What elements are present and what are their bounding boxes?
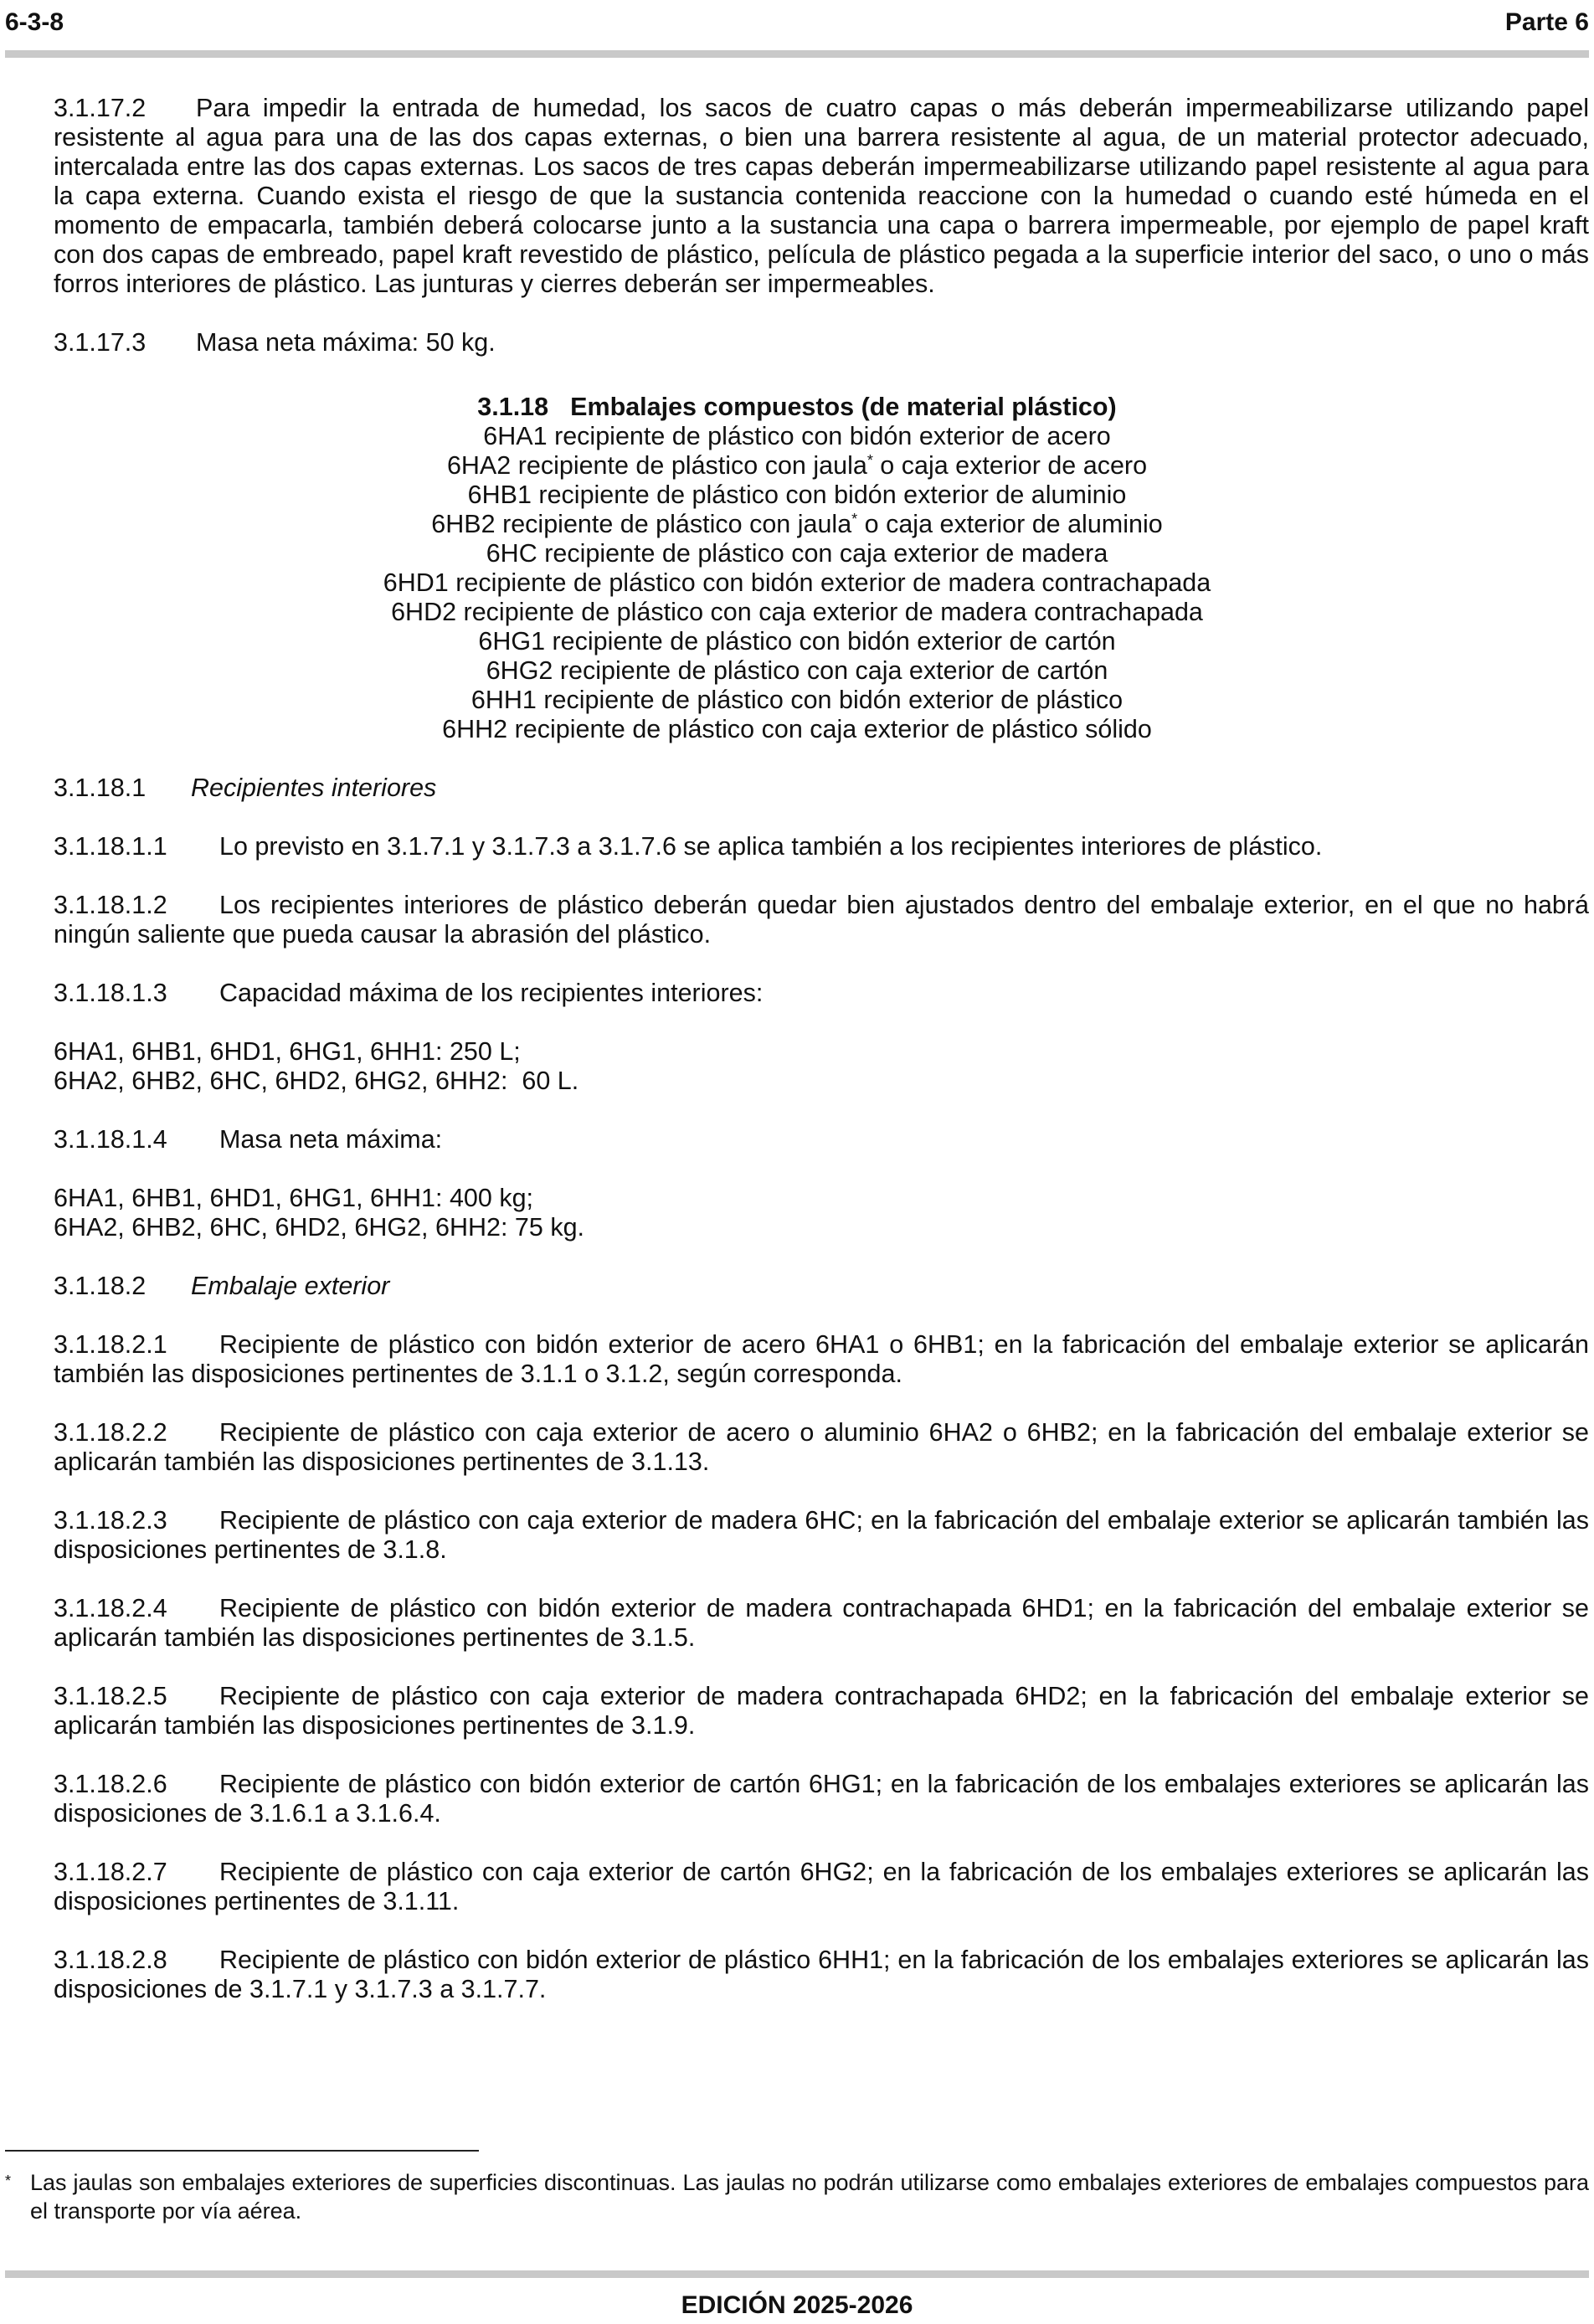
part-label: Parte 6: [1504, 8, 1589, 36]
heading-3-1-18-2: [5, 1272, 1589, 1301]
paragraph-3-1-17-2: [5, 94, 1589, 299]
paragraph-text: Recipiente de plástico con caja exterior de madera contrachapada 6HD2; en la fabricación del embalaje exterior se aplicarán también las disposiciones pertinentes de 3.1.9.: [54, 1682, 1589, 1740]
paragraph-text: Los recipientes interiores de plástico deberán quedar bien ajustados dentro del embalaje exterior, en el que no habrá ningún saliente que pueda causar la abrasión del plástico.: [54, 891, 1589, 949]
paragraph-3-1-18-1-1: [5, 832, 1589, 861]
paragraph-text: Recipiente de plástico con bidón exterior de acero 6HA1 o 6HB1; en la fabricación del embalaje exterior se aplicarán también las disposiciones pertinentes de 3.1.1 o 3.1.2, según corresponda.: [54, 1330, 1589, 1388]
code-line-text: o caja exterior de acero: [872, 451, 1148, 480]
code-line-text: 6HH1 recipiente de plástico con bidón exterior de plástico: [470, 686, 1124, 714]
heading-3-1-18-1: [5, 774, 1589, 803]
code-line-text: 6HB2 recipiente de plástico con jaula: [431, 510, 852, 538]
capacity-line: 6HA1, 6HB1, 6HD1, 6HG1, 6HH1: 250 L;: [54, 1037, 521, 1066]
code-line-text: 6HG2 recipiente de plástico con caja exterior de cartón: [486, 656, 1108, 685]
packaging-code-line: [5, 686, 1589, 715]
page-number: 6-3-8: [5, 8, 64, 36]
paragraph-text: Recipiente de plástico con caja exterior de madera 6HC; en la fabricación del embalaje exterior se aplicarán también las disposiciones pertinentes de 3.1.8.: [54, 1506, 1589, 1564]
code-line-text: 6HB1 recipiente de plástico con bidón exterior de aluminio: [467, 481, 1127, 509]
paragraph-number: 3.1.18.2: [54, 1272, 147, 1300]
header-rule: [5, 50, 1589, 58]
section-title-text: Embalajes compuestos (de material plástico): [570, 393, 1117, 421]
code-line-text: 6HD1 recipiente de plástico con bidón exterior de madera contrachapada: [383, 568, 1211, 597]
paragraph-number: 3.1.18.2.5: [54, 1682, 167, 1710]
code-line-text: 6HA1 recipiente de plástico con bidón exterior de acero: [483, 422, 1111, 450]
mass-line: 6HA1, 6HB1, 6HD1, 6HG1, 6HH1: 400 kg;: [54, 1184, 534, 1212]
paragraph-3-1-18-1-3: [5, 979, 1589, 1008]
paragraph-text: Recipiente de plástico con bidón exterior de madera contrachapada 6HD1; en la fabricación del embalaje exterior se aplicarán también las disposiciones pertinentes de 3.1.5.: [54, 1594, 1589, 1652]
packaging-code-line: [5, 627, 1589, 656]
code-line-text: o caja exterior de aluminio: [857, 510, 1163, 538]
packaging-code-line: [5, 598, 1589, 627]
paragraph-number: 3.1.18.2.8: [54, 1946, 167, 1974]
packaging-code-line: [5, 481, 1589, 510]
paragraph-number: 3.1.18.2.3: [54, 1506, 167, 1535]
packaging-code-line: [5, 715, 1589, 744]
section-number: 3.1.18: [477, 393, 549, 421]
paragraph-number: 3.1.18.1: [54, 774, 147, 802]
paragraph-number: 3.1.18.2.1: [54, 1330, 167, 1359]
paragraph-text: Masa neta máxima: 50 kg.: [196, 328, 496, 357]
footnote: [5, 2168, 1589, 2225]
paragraph-number: 3.1.17.2: [54, 94, 147, 122]
paragraph-number: 3.1.18.1.2: [54, 891, 167, 919]
paragraph-number: 3.1.18.1.3: [54, 979, 167, 1007]
document-body: [5, 94, 1589, 2004]
paragraph-number: 3.1.18.1.4: [54, 1125, 167, 1154]
paragraph-number: 3.1.18.2.2: [54, 1418, 167, 1447]
paragraph-text: Recipiente de plástico con bidón exterior de cartón 6HG1; en la fabricación de los embalajes exteriores se aplicarán las disposiciones de 3.1.6.1 a 3.1.6.4.: [54, 1770, 1589, 1828]
footnote-marker: *: [5, 2172, 12, 2189]
paragraph-number: 3.1.18.1.1: [54, 832, 167, 861]
paragraph-number: 3.1.17.3: [54, 328, 147, 357]
paragraph-text: Para impedir la entrada de humedad, los sacos de cuatro capas o más deberán impermeabilizarse utilizando papel resistente al agua para una de las dos capas externas, o bien una barrera resistente al agua, de un material protector adecuado, intercalada entre las dos capas externas. Los sacos de tres capas deberán impermeabilizarse utilizando papel resistente al agua para la capa externa. Cuando exista el riesgo de que la sustancia contenida reaccione con la humedad o cuando esté húmeda en el momento de empacarla, también deberá colocarse junto a la sustancia una capa o barrera impermeable, por ejemplo de papel kraft con dos capas de embreado, papel kraft revestido de plástico, película de plástico pegada a la superficie interior del saco, o uno o más forros interiores de plástico. Las junturas y cierres deberán ser impermeables.: [54, 94, 1589, 298]
edition-label: EDICIÓN 2025-2026: [681, 2291, 913, 2319]
paragraph-text: Recipiente de plástico con bidón exterior de plástico 6HH1; en la fabricación de los embalajes exteriores se aplicarán las disposiciones de 3.1.7.1 y 3.1.7.3 a 3.1.7.7.: [54, 1946, 1589, 2003]
paragraph-number: 3.1.18.2.6: [54, 1770, 167, 1798]
paragraph-3-1-17-3: [5, 328, 1589, 357]
subheading-text: Embalaje exterior: [191, 1272, 390, 1300]
subheading-text: Recipientes interiores: [191, 774, 437, 802]
paragraph-text: Recipiente de plástico con caja exterior de cartón 6HG2; en la fabricación de los embalajes exteriores se aplicarán las disposiciones pertinentes de 3.1.11.: [54, 1858, 1589, 1915]
page-header: [5, 5, 1589, 40]
paragraph-3-1-18-2-6: [5, 1770, 1589, 1828]
packaging-code-line: [5, 510, 1589, 539]
paragraph-3-1-18-2-1: [5, 1330, 1589, 1389]
paragraph-number: 3.1.18.2.7: [54, 1858, 167, 1886]
paragraph-3-1-18-2-3: [5, 1506, 1589, 1565]
packaging-code-line: [5, 422, 1589, 451]
code-line-text: 6HC recipiente de plástico con caja exterior de madera: [486, 539, 1108, 568]
capacity-list: [5, 1037, 1589, 1096]
packaging-code-line: [5, 451, 1589, 481]
footnote-text: Las jaulas son embalajes exteriores de superficies discontinuas. Las jaulas no podrán utilizarse como embalajes exteriores de embalajes compuestos para el transporte por vía aérea.: [30, 2170, 1589, 2224]
paragraph-text: Capacidad máxima de los recipientes interiores:: [219, 979, 764, 1007]
paragraph-3-1-18-1-4: [5, 1125, 1589, 1154]
footnote-separator: [5, 2150, 479, 2152]
paragraph-text: Lo previsto en 3.1.7.1 y 3.1.7.3 a 3.1.7.6 se aplica también a los recipientes interiores de plástico.: [219, 832, 1323, 861]
section-3-1-18: [5, 393, 1589, 744]
packaging-code-line: [5, 656, 1589, 686]
packaging-code-line: [5, 568, 1589, 598]
paragraph-3-1-18-2-8: [5, 1946, 1589, 2004]
paragraph-text: Recipiente de plástico con caja exterior de acero o aluminio 6HA2 o 6HB2; en la fabricación del embalaje exterior se aplicarán también las disposiciones pertinentes de 3.1.13.: [54, 1418, 1589, 1476]
packaging-code-line: [5, 539, 1589, 568]
paragraph-3-1-18-2-2: [5, 1418, 1589, 1477]
paragraph-3-1-18-2-4: [5, 1594, 1589, 1653]
paragraph-text: Masa neta máxima:: [219, 1125, 443, 1154]
code-line-text: 6HA2 recipiente de plástico con jaula: [446, 451, 867, 480]
capacity-line: 6HA2, 6HB2, 6HC, 6HD2, 6HG2, 6HH2: 60 L.: [54, 1067, 579, 1095]
paragraph-3-1-18-1-2: [5, 891, 1589, 949]
paragraph-3-1-18-2-7: [5, 1858, 1589, 1916]
mass-line: 6HA2, 6HB2, 6HC, 6HD2, 6HG2, 6HH2: 75 kg.: [54, 1213, 585, 1242]
footer-rule: [5, 2270, 1589, 2278]
footnote-reference[interactable]: *: [866, 452, 873, 469]
paragraph-3-1-18-2-5: [5, 1682, 1589, 1740]
section-title: [5, 393, 1589, 422]
code-line-text: 6HG1 recipiente de plástico con bidón exterior de cartón: [478, 627, 1116, 656]
paragraph-number: 3.1.18.2.4: [54, 1594, 167, 1622]
code-line-text: 6HD2 recipiente de plástico con caja exterior de madera contrachapada: [391, 598, 1203, 626]
footnote-reference[interactable]: *: [851, 511, 858, 527]
mass-list: [5, 1184, 1589, 1242]
code-line-text: 6HH2 recipiente de plástico con caja exterior de plástico sólido: [442, 715, 1152, 743]
